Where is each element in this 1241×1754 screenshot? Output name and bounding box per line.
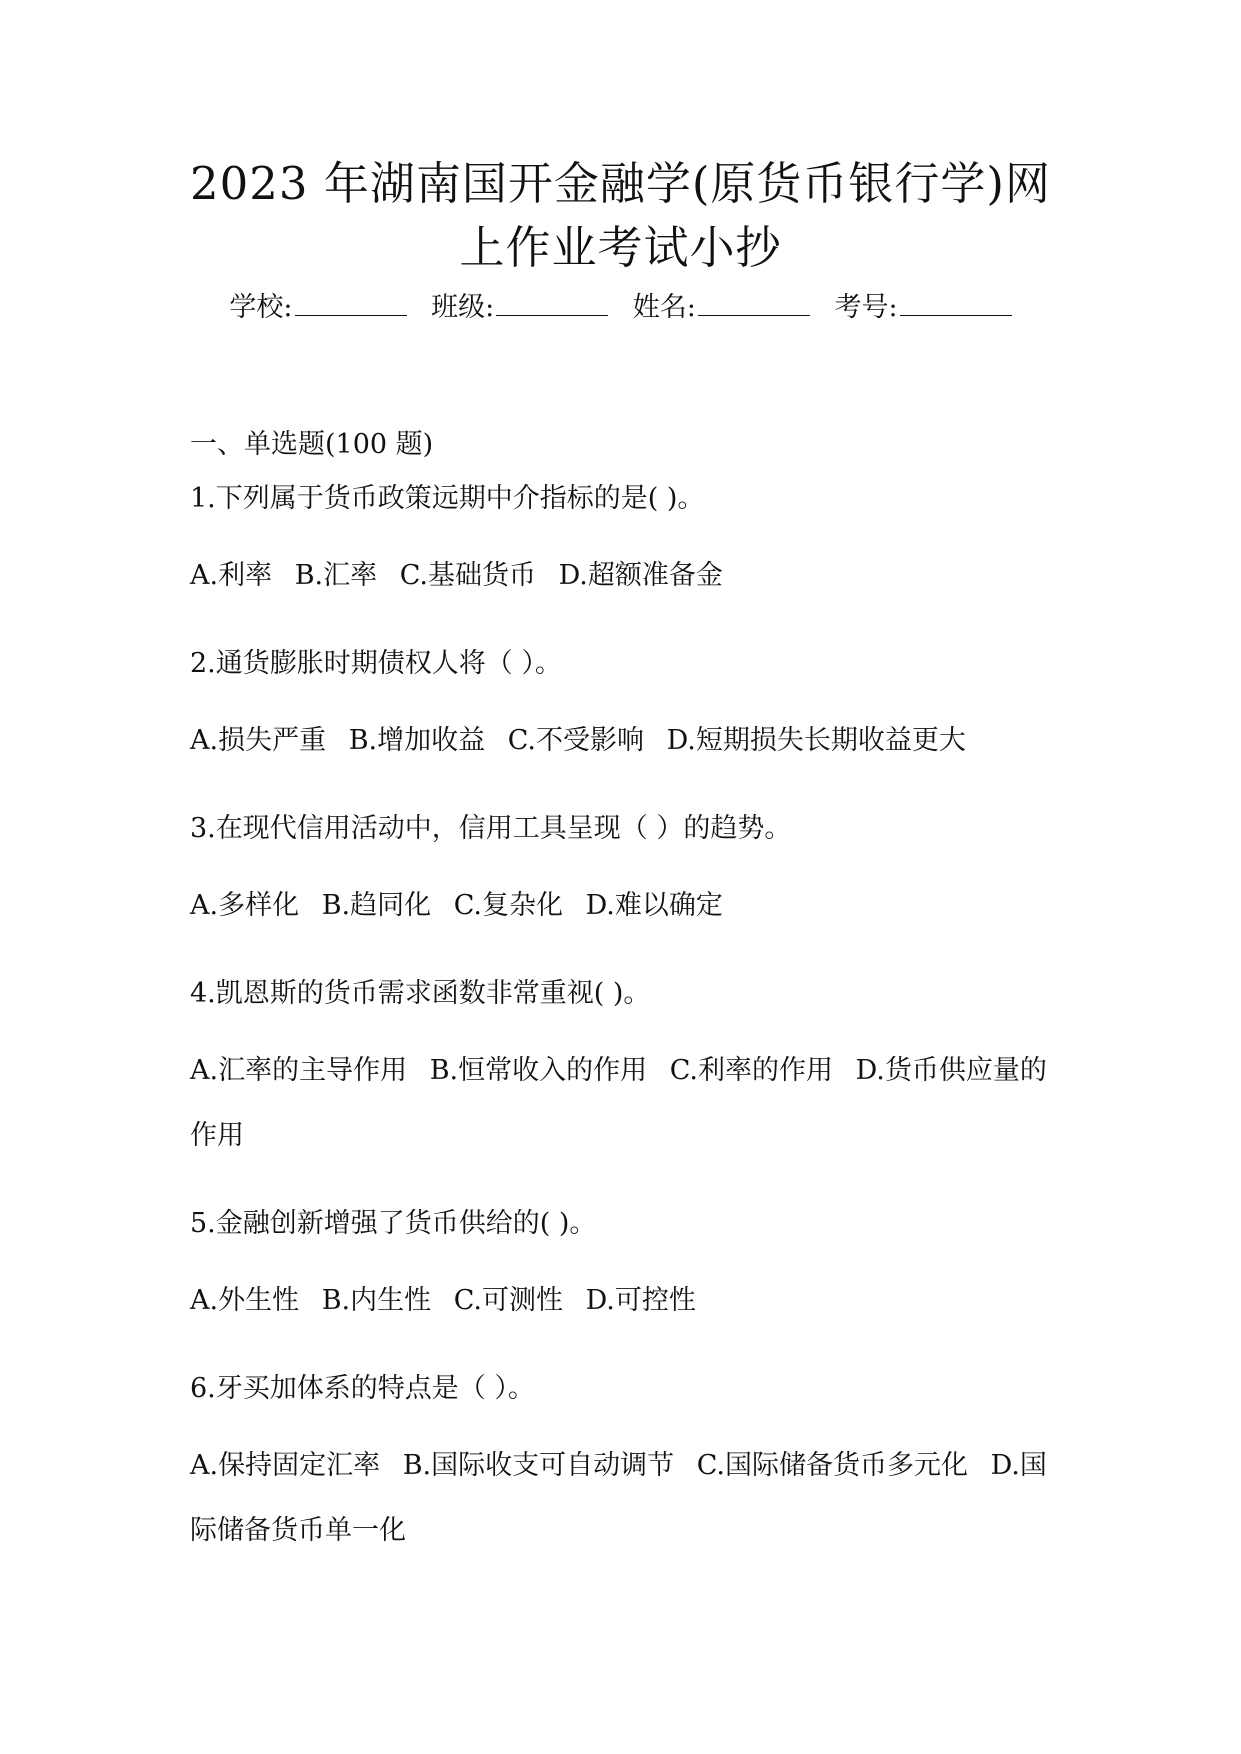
option-c: C.可测性 [453,1285,563,1316]
school-label: 学校: [229,292,293,323]
name-field [633,288,810,328]
class-blank [496,289,608,316]
school-field [229,288,406,328]
question-options [190,1038,1070,1168]
question-item [190,1204,1070,1333]
option-c: C.复杂化 [453,890,563,921]
question-item [190,974,1070,1168]
section-heading: 一、单选题(100 题) [190,429,434,460]
option-d: D.难以确定 [585,890,723,921]
option-d: D.国际储备货币单一化 [190,1450,1047,1546]
student-info-row [0,288,1241,328]
name-blank [698,289,810,316]
question-content [190,425,1070,1599]
option-a: A.多样化 [190,890,300,921]
option-a: A.汇率的主导作用 [190,1055,408,1086]
option-a: A.外生性 [190,1285,300,1316]
exam-number-label: 考号: [834,292,898,323]
option-c: C.不受影响 [507,725,644,756]
question-item [190,1369,1070,1563]
question-options [190,873,1070,938]
question-stem: 4.凯恩斯的货币需求函数非常重视( )。 [190,978,651,1009]
question-stem: 3.在现代信用活动中，信用工具呈现（ ）的趋势。 [190,813,792,844]
option-b: B.恒常收入的作用 [429,1055,648,1086]
document-title [150,152,1091,280]
option-c: C.基础货币 [399,560,536,591]
question-options [190,1268,1070,1333]
option-c: C.利率的作用 [669,1055,833,1086]
option-a: A.保持固定汇率 [190,1450,381,1481]
option-c: C.国际储备货币多元化 [696,1450,968,1481]
question-stem: 6.牙买加体系的特点是（ ）。 [190,1373,535,1404]
option-b: B.趋同化 [321,890,432,921]
question-stem: 2.通货膨胀时期债权人将（ ）。 [190,648,562,679]
option-b: B.增加收益 [348,725,486,756]
title-line-2: 上作业考试小抄 [459,221,782,274]
question-options [190,543,1070,608]
name-label: 姓名: [632,292,696,323]
option-b: B.国际收支可自动调节 [402,1450,675,1481]
class-label: 班级: [431,292,495,323]
question-stem: 1.下列属于货币政策远期中介指标的是( )。 [190,483,705,514]
school-blank [295,289,407,316]
exam-number-blank [900,289,1012,316]
question-options [190,1433,1070,1563]
option-b: B.汇率 [294,560,378,591]
title-line-1: 2023 年湖南国开金融学(原货币银行学)网 [190,157,1051,210]
option-d: D.可控性 [585,1285,696,1316]
question-options [190,708,1070,773]
option-d: D.超额准备金 [558,560,723,591]
question-item [190,809,1070,938]
option-a: A.利率 [190,560,273,591]
option-a: A.损失严重 [190,725,327,756]
exam-number-field [835,288,1012,328]
option-d: D.短期损失长期收益更大 [666,725,966,756]
option-b: B.内生性 [321,1285,432,1316]
class-field [431,288,608,328]
question-stem: 5.金融创新增强了货币供给的( )。 [190,1208,597,1239]
question-item [190,644,1070,773]
option-d: D.货币供应量的作用 [190,1055,1047,1151]
question-item [190,479,1070,608]
